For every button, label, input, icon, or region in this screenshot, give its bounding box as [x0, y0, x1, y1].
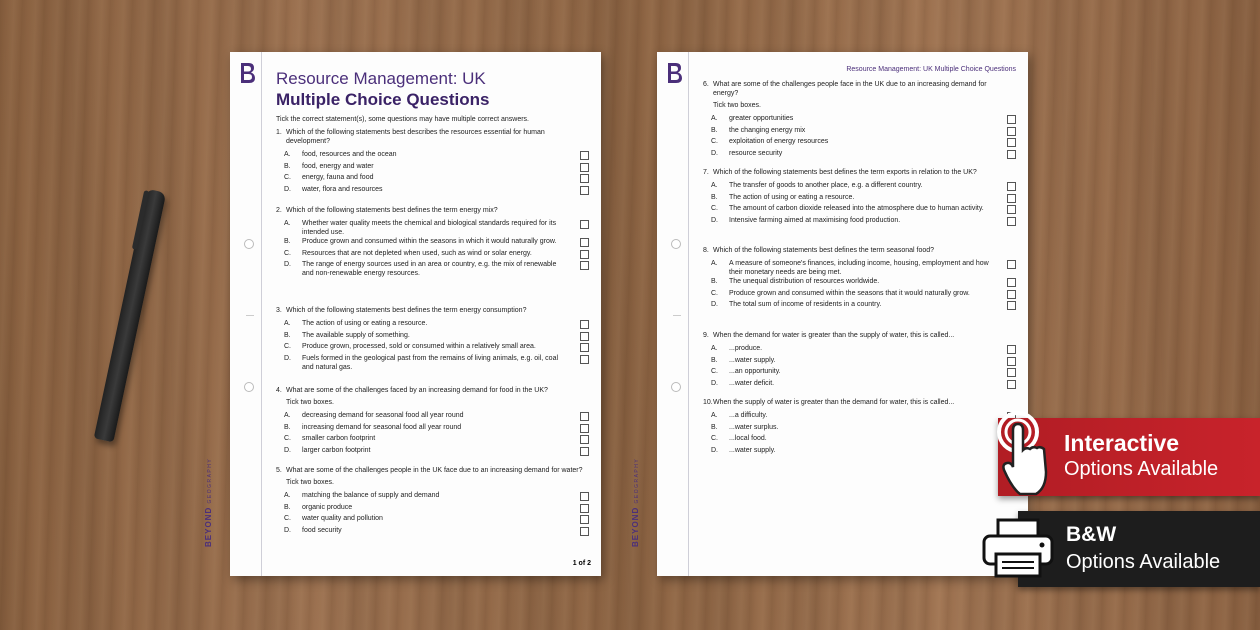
option-text: Intensive farming aimed at maximising food production.	[729, 216, 901, 224]
option-letter: A.	[284, 151, 291, 158]
option-text: The transfer of goods to another place, e.g. a different country.	[729, 182, 923, 189]
option-text: ...a difficulty.	[729, 412, 768, 419]
answer-checkbox[interactable]	[580, 412, 589, 421]
option-list	[703, 344, 1016, 390]
option-letter: A.	[284, 220, 291, 227]
brand-vertical: BEYOND GEOGRAPHY	[204, 457, 213, 547]
fold-mark	[673, 315, 681, 316]
option-list	[703, 411, 1016, 457]
option-text: ...local food.	[729, 435, 767, 442]
answer-option[interactable]	[276, 331, 589, 343]
answer-option[interactable]	[276, 526, 589, 538]
answer-checkbox[interactable]	[1007, 290, 1016, 299]
answer-option[interactable]	[703, 344, 1016, 356]
question-text: Which of the following statements best defines the term energy mix?	[286, 207, 498, 214]
answer-option[interactable]	[703, 379, 1016, 391]
margin-line	[261, 52, 262, 576]
option-text: Produce grown and consumed within the seasons that it would naturally grow.	[729, 289, 970, 297]
answer-checkbox[interactable]	[580, 424, 589, 433]
option-letter: A.	[711, 412, 718, 419]
option-letter: D.	[284, 185, 291, 193]
option-letter: B.	[711, 423, 718, 431]
answer-option[interactable]	[703, 114, 1016, 126]
question-stem	[703, 246, 1016, 255]
answer-checkbox[interactable]	[1007, 194, 1016, 203]
page-number: 1 of 2	[572, 560, 591, 567]
option-text: water quality and pollution	[302, 515, 383, 522]
option-list	[276, 219, 589, 278]
answer-option[interactable]	[276, 446, 589, 458]
question-text: Which of the following statements best defines the term exports in relation to the UK?	[713, 169, 977, 176]
answer-option[interactable]	[703, 193, 1016, 205]
answer-option[interactable]	[276, 185, 589, 197]
answer-checkbox[interactable]	[1007, 345, 1016, 354]
answer-option[interactable]	[703, 126, 1016, 138]
answer-checkbox[interactable]	[580, 151, 589, 160]
option-text: The unequal distribution of resources worldwide.	[729, 278, 880, 285]
option-text: increasing demand for seasonal food all year round	[302, 423, 462, 431]
punch-hole	[671, 239, 681, 249]
option-text: ...an opportunity.	[729, 368, 781, 375]
answer-option[interactable]	[276, 514, 589, 526]
answer-checkbox[interactable]	[1007, 127, 1016, 136]
option-letter: A.	[711, 260, 718, 267]
option-letter: C.	[284, 249, 291, 257]
question-stem	[276, 206, 589, 215]
answer-option[interactable]	[276, 237, 589, 249]
punch-hole	[244, 239, 254, 249]
option-text: smaller carbon footprint	[302, 435, 376, 442]
answer-checkbox[interactable]	[580, 343, 589, 352]
answer-option[interactable]	[703, 137, 1016, 149]
answer-option[interactable]	[703, 300, 1016, 312]
answer-checkbox[interactable]	[580, 261, 589, 270]
pointing-hand-icon	[996, 410, 1056, 500]
question-number: 5.	[276, 467, 282, 474]
option-letter: C.	[711, 205, 718, 212]
answer-option[interactable]	[276, 434, 589, 446]
option-list	[276, 491, 589, 537]
answer-option[interactable]	[276, 150, 589, 162]
option-text: Produce grown, processed, sold or consumed within a relatively small area.	[302, 343, 536, 350]
fold-mark	[246, 315, 254, 316]
answer-checkbox[interactable]	[580, 435, 589, 444]
answer-option[interactable]	[276, 162, 589, 174]
option-letter: C.	[711, 289, 718, 297]
badge-title: Interactive	[1064, 430, 1180, 456]
question-note: Tick two boxes.	[286, 479, 334, 486]
option-letter: D.	[711, 149, 718, 157]
option-letter: B.	[284, 331, 291, 339]
option-letter: C.	[284, 343, 291, 350]
answer-option[interactable]	[276, 411, 589, 423]
option-text: The action of using or eating a resource.	[302, 320, 428, 327]
question-number: 9.	[703, 332, 709, 339]
question-number: 7.	[703, 169, 709, 176]
question	[276, 206, 589, 278]
option-letter: C.	[284, 174, 291, 181]
question-number: 10.	[703, 399, 713, 406]
option-letter: C.	[711, 435, 718, 442]
beyond-logo-icon	[238, 62, 256, 84]
punch-hole	[244, 382, 254, 392]
answer-checkbox[interactable]	[1007, 182, 1016, 191]
bw-options-badge[interactable]	[1018, 511, 1260, 587]
answer-checkbox[interactable]	[580, 447, 589, 456]
answer-checkbox[interactable]	[1007, 205, 1016, 214]
answer-checkbox[interactable]	[580, 332, 589, 341]
answer-checkbox[interactable]	[1007, 138, 1016, 147]
question-text: Which of the following statements best defines the term energy consumption?	[286, 307, 527, 314]
answer-option[interactable]	[703, 204, 1016, 216]
option-text: matching the balance of supply and demand	[302, 492, 440, 499]
option-list	[276, 411, 589, 457]
question-note: Tick two boxes.	[713, 102, 761, 109]
option-list	[276, 150, 589, 196]
option-text: The amount of carbon dioxide released into the atmosphere due to human activity.	[729, 205, 984, 212]
option-letter: A.	[284, 412, 291, 419]
question-stem	[276, 466, 589, 475]
option-text: Produce grown and consumed within the seasons in which it would naturally grow.	[302, 238, 557, 245]
option-text: Whether water quality meets the chemical and biological standards required for its intended use.	[302, 220, 557, 236]
badge-subtitle: Options Available	[1066, 551, 1221, 573]
question	[276, 386, 589, 457]
option-list	[276, 319, 589, 372]
option-text: food security	[302, 526, 342, 534]
answer-checkbox[interactable]	[580, 320, 589, 329]
answer-option[interactable]	[276, 342, 589, 354]
option-text: A measure of someone's finances, including income, housing, employment and how their monetary needs are being met.	[729, 260, 989, 276]
printer-icon	[982, 518, 1054, 578]
answer-option[interactable]	[276, 319, 589, 331]
option-letter: A.	[711, 345, 718, 352]
option-letter: D.	[284, 446, 291, 454]
option-text: ...produce.	[729, 345, 763, 352]
option-letter: B.	[711, 126, 718, 134]
answer-checkbox[interactable]	[1007, 115, 1016, 124]
brand-vertical: BEYOND GEOGRAPHY	[631, 457, 640, 547]
answer-checkbox[interactable]	[580, 250, 589, 259]
answer-checkbox[interactable]	[1007, 357, 1016, 366]
answer-option[interactable]	[703, 259, 1016, 277]
option-text: The total sum of income of residents in a country.	[729, 301, 882, 308]
question	[276, 306, 589, 372]
option-text: The range of energy sources used in an area or country, e.g. the mix of renewable and non-renewable energy resources.	[302, 261, 557, 277]
punch-hole	[671, 382, 681, 392]
option-letter: B.	[711, 278, 718, 285]
instructions: Tick the correct statement(s), some questions may have multiple correct answers.	[276, 116, 529, 123]
question	[276, 128, 589, 196]
answer-option[interactable]	[276, 503, 589, 515]
answer-option[interactable]	[703, 423, 1016, 435]
option-letter: D.	[284, 526, 291, 534]
question	[703, 80, 1016, 160]
answer-option[interactable]	[703, 446, 1016, 458]
option-text: ...water supply.	[729, 446, 776, 454]
option-letter: A.	[711, 115, 718, 122]
answer-checkbox[interactable]	[1007, 217, 1016, 226]
option-list	[703, 114, 1016, 160]
option-list	[703, 181, 1016, 227]
answer-option[interactable]	[276, 219, 589, 237]
answer-checkbox[interactable]	[1007, 150, 1016, 159]
answer-option[interactable]	[703, 411, 1016, 423]
question-stem	[276, 306, 589, 315]
question-stem	[276, 128, 589, 146]
question-number: 2.	[276, 207, 282, 214]
question-note: Tick two boxes.	[286, 399, 334, 406]
option-text: ...water surplus.	[729, 423, 779, 431]
question-number: 4.	[276, 387, 282, 394]
question-stem	[276, 386, 589, 395]
answer-checkbox[interactable]	[580, 492, 589, 501]
question-text: What are some of the challenges people face in the UK due to an increasing demand for energy?	[713, 81, 987, 97]
question-number: 6.	[703, 81, 709, 88]
option-text: decreasing demand for seasonal food all year round	[302, 412, 464, 419]
answer-checkbox[interactable]	[580, 515, 589, 524]
answer-option[interactable]	[276, 260, 589, 278]
question-text: Which of the following statements best defines the term seasonal food?	[713, 247, 935, 254]
answer-checkbox[interactable]	[1007, 301, 1016, 310]
question-number: 1.	[276, 129, 282, 136]
question	[703, 246, 1016, 312]
option-text: larger carbon footprint	[302, 446, 371, 454]
question-number: 3.	[276, 307, 282, 314]
badge-subtitle: Options Available	[1064, 458, 1219, 480]
badge-title: B&W	[1066, 523, 1117, 546]
option-letter: B.	[284, 503, 291, 511]
option-text: The available supply of something.	[302, 331, 410, 339]
answer-option[interactable]	[703, 149, 1016, 161]
option-text: the changing energy mix	[729, 126, 806, 134]
worksheet-page-1	[204, 52, 601, 576]
margin-line	[688, 52, 689, 576]
answer-option[interactable]	[276, 354, 589, 372]
question-stem	[703, 398, 1016, 407]
option-letter: D.	[711, 216, 718, 224]
question-stem	[703, 168, 1016, 177]
answer-option[interactable]	[703, 367, 1016, 379]
option-text: ...water deficit.	[729, 379, 775, 387]
question-stem	[703, 80, 1016, 98]
answer-checkbox[interactable]	[1007, 278, 1016, 287]
answer-checkbox[interactable]	[580, 186, 589, 195]
answer-option[interactable]	[703, 216, 1016, 228]
option-letter: C.	[284, 515, 291, 522]
pen	[94, 189, 167, 443]
answer-option[interactable]	[276, 423, 589, 435]
option-letter: D.	[711, 379, 718, 387]
option-text: The action of using or eating a resource.	[729, 193, 855, 201]
option-letter: C.	[711, 368, 718, 375]
option-text: ...water supply.	[729, 356, 776, 364]
question-text: What are some of the challenges people in the UK face due to an increasing demand for water?	[286, 467, 583, 474]
answer-option[interactable]	[703, 434, 1016, 446]
option-letter: D.	[711, 301, 718, 308]
answer-option[interactable]	[703, 289, 1016, 301]
question-text: When the demand for water is greater than the supply of water, this is called...	[713, 332, 955, 339]
question-text: Which of the following statements best describes the resources essential for human development?	[286, 129, 545, 145]
option-letter: C.	[284, 435, 291, 442]
option-text: resource security	[729, 149, 783, 157]
option-text: Fuels formed in the geological past from the remains of living animals, e.g. oil, coal and natural gas.	[302, 354, 559, 371]
answer-checkbox[interactable]	[1007, 380, 1016, 389]
question	[703, 168, 1016, 227]
answer-option[interactable]	[703, 277, 1016, 289]
option-text: energy, fauna and food	[302, 174, 374, 181]
answer-checkbox[interactable]	[580, 174, 589, 183]
answer-checkbox[interactable]	[580, 163, 589, 172]
page-title: Resource Management: UK	[276, 69, 486, 88]
question-text: When the supply of water is greater than the demand for water, this is called...	[713, 399, 955, 406]
question	[703, 331, 1016, 390]
option-letter: D.	[284, 261, 291, 268]
option-text: water, flora and resources	[302, 185, 383, 193]
question-stem	[703, 331, 1016, 340]
answer-option[interactable]	[703, 356, 1016, 368]
option-text: food, resources and the ocean	[302, 151, 397, 158]
question-number: 8.	[703, 247, 709, 254]
option-letter: A.	[711, 182, 718, 189]
option-letter: D.	[284, 354, 291, 362]
option-letter: C.	[711, 138, 718, 145]
option-text: food, energy and water	[302, 162, 374, 170]
question	[276, 466, 589, 537]
answer-checkbox[interactable]	[580, 527, 589, 536]
option-letter: B.	[711, 193, 718, 201]
answer-checkbox[interactable]	[1007, 260, 1016, 269]
answer-option[interactable]	[276, 491, 589, 503]
question	[703, 398, 1016, 457]
answer-checkbox[interactable]	[1007, 368, 1016, 377]
option-letter: B.	[711, 356, 718, 364]
question-text: What are some of the challenges faced by an increasing demand for food in the UK?	[286, 387, 548, 394]
option-text: Resources that are not depleted when used, such as wind or solar energy.	[302, 249, 532, 257]
option-text: exploitation of energy resources	[729, 138, 829, 145]
answer-option[interactable]	[703, 181, 1016, 193]
answer-option[interactable]	[276, 249, 589, 261]
option-letter: B.	[284, 162, 291, 170]
option-letter: B.	[284, 238, 291, 245]
option-text: organic produce	[302, 503, 353, 511]
answer-checkbox[interactable]	[580, 355, 589, 364]
running-header: Resource Management: UK Multiple Choice Questions	[846, 66, 1016, 73]
option-text: greater opportunities	[729, 115, 794, 122]
page-subtitle: Multiple Choice Questions	[276, 90, 490, 109]
option-letter: D.	[711, 446, 718, 454]
worksheet-page-2	[631, 52, 1028, 576]
option-letter: A.	[284, 492, 291, 499]
option-letter: B.	[284, 423, 291, 431]
option-list	[703, 259, 1016, 312]
option-letter: A.	[284, 320, 291, 327]
beyond-logo-icon	[665, 62, 683, 84]
answer-option[interactable]	[276, 173, 589, 185]
answer-checkbox[interactable]	[580, 504, 589, 513]
answer-checkbox[interactable]	[580, 220, 589, 229]
answer-checkbox[interactable]	[580, 238, 589, 247]
